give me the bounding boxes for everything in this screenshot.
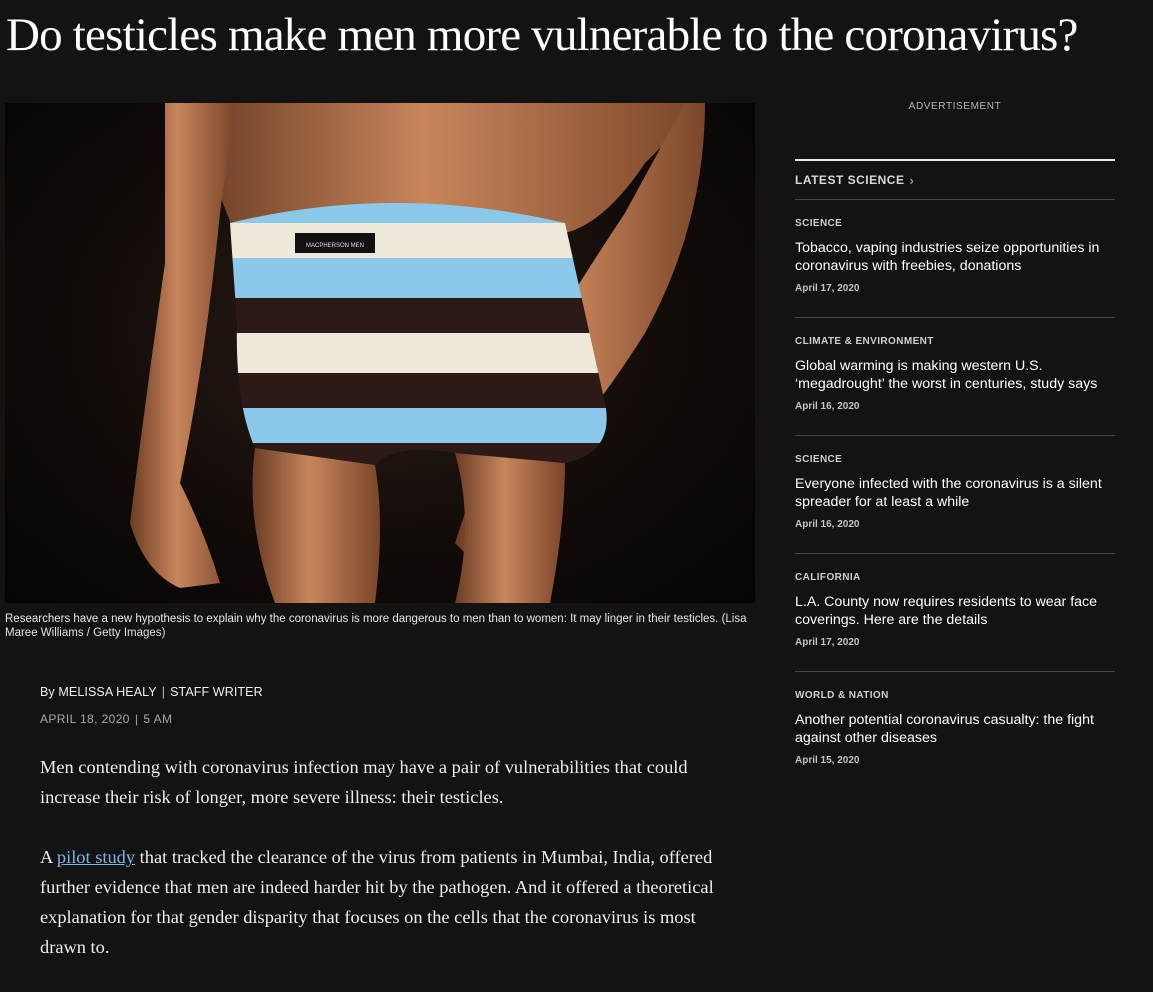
rail-heading-label: LATEST SCIENCE	[795, 173, 905, 187]
story-date: April 16, 2020	[795, 519, 860, 530]
stripe-dark-2	[205, 373, 625, 408]
story-section[interactable]: CLIMATE & ENVIRONMENT	[795, 336, 934, 347]
pilot-study-link[interactable]: pilot study	[56, 847, 136, 867]
paragraph-2-rest: that tracked the clearance of the virus from patients in Mumbai, India, offered further evidence that men are indeed harder hit by the pathogen. And it offered a theoretical explanation for that gender disparity that focuses on the cells that the coronavirus is most drawn to.	[40, 847, 714, 957]
story-title-link[interactable]: Another potential coronavirus casualty: the fight against other diseases	[795, 712, 1094, 746]
brand-tag-text: MACPHERSON MEN	[305, 243, 365, 249]
advertisement-label: ADVERTISEMENT	[908, 101, 1002, 112]
story-section[interactable]: SCIENCE	[795, 454, 843, 465]
date-separator: |	[134, 712, 139, 726]
stripe-cream-2	[205, 333, 625, 373]
story-date: April 15, 2020	[795, 755, 860, 766]
story-date: April 17, 2020	[795, 637, 860, 648]
stripe-blue-3	[205, 408, 625, 443]
chevron-right-icon: ›	[909, 172, 915, 188]
author-role: STAFF WRITER	[170, 685, 263, 699]
story-item	[795, 318, 1115, 436]
rail-heading[interactable]	[795, 161, 1115, 200]
story-title-link[interactable]: L.A. County now requires residents to wear face coverings. Here are the details	[795, 594, 1098, 628]
caption-text: Researchers have a new hypothesis to explain why the coronavirus is more dangerous to men than to women: It may linger in their testicles.	[5, 613, 719, 625]
stripe-dark-1	[205, 298, 625, 333]
story-item	[795, 554, 1115, 672]
story-section[interactable]: SCIENCE	[795, 218, 843, 229]
article-body	[40, 752, 720, 992]
story-item	[795, 200, 1115, 318]
byline-prefix: By	[40, 685, 55, 699]
story-section[interactable]: WORLD & NATION	[795, 690, 889, 701]
photo-caption	[5, 612, 755, 640]
author-link[interactable]: MELISSA HEALY	[58, 685, 157, 699]
story-date: April 17, 2020	[795, 283, 860, 294]
stripe-cream-1	[205, 223, 625, 258]
article-headline: Do testicles make men more vulnerable to the coronavirus?	[6, 9, 1078, 61]
publish-date: APRIL 18, 2020	[40, 712, 130, 726]
paragraph-2	[40, 842, 720, 962]
story-date: April 16, 2020	[795, 401, 860, 412]
photo-credit: (Lisa Maree Williams / Getty Images)	[5, 613, 747, 639]
paragraph-2-start: A	[40, 847, 53, 867]
byline	[40, 685, 263, 699]
story-title-link[interactable]: Everyone infected with the coronavirus is a silent spreader for at least a while	[795, 476, 1102, 510]
briefs-stripes	[205, 183, 625, 473]
story-title-link[interactable]: Global warming is making western U.S. ‘megadrought’ the worst in centuries, study says	[795, 358, 1098, 392]
article-photo	[5, 103, 755, 603]
byline-separator: |	[161, 685, 166, 699]
story-list	[795, 200, 1115, 790]
latest-science-rail	[795, 159, 1115, 790]
story-section[interactable]: CALIFORNIA	[795, 572, 861, 583]
paragraph-1: Men contending with coronavirus infection may have a pair of vulnerabilities that could increase their risk of longer, more severe illness: their testicles.	[40, 757, 688, 807]
story-item	[795, 436, 1115, 554]
stripe-blue-2	[205, 258, 625, 298]
story-title-link[interactable]: Tobacco, vaping industries seize opportunities in coronavirus with freebies, donations	[795, 240, 1100, 274]
publish-time: 5 AM	[143, 712, 173, 726]
story-item	[795, 672, 1115, 790]
dateline	[40, 712, 172, 726]
